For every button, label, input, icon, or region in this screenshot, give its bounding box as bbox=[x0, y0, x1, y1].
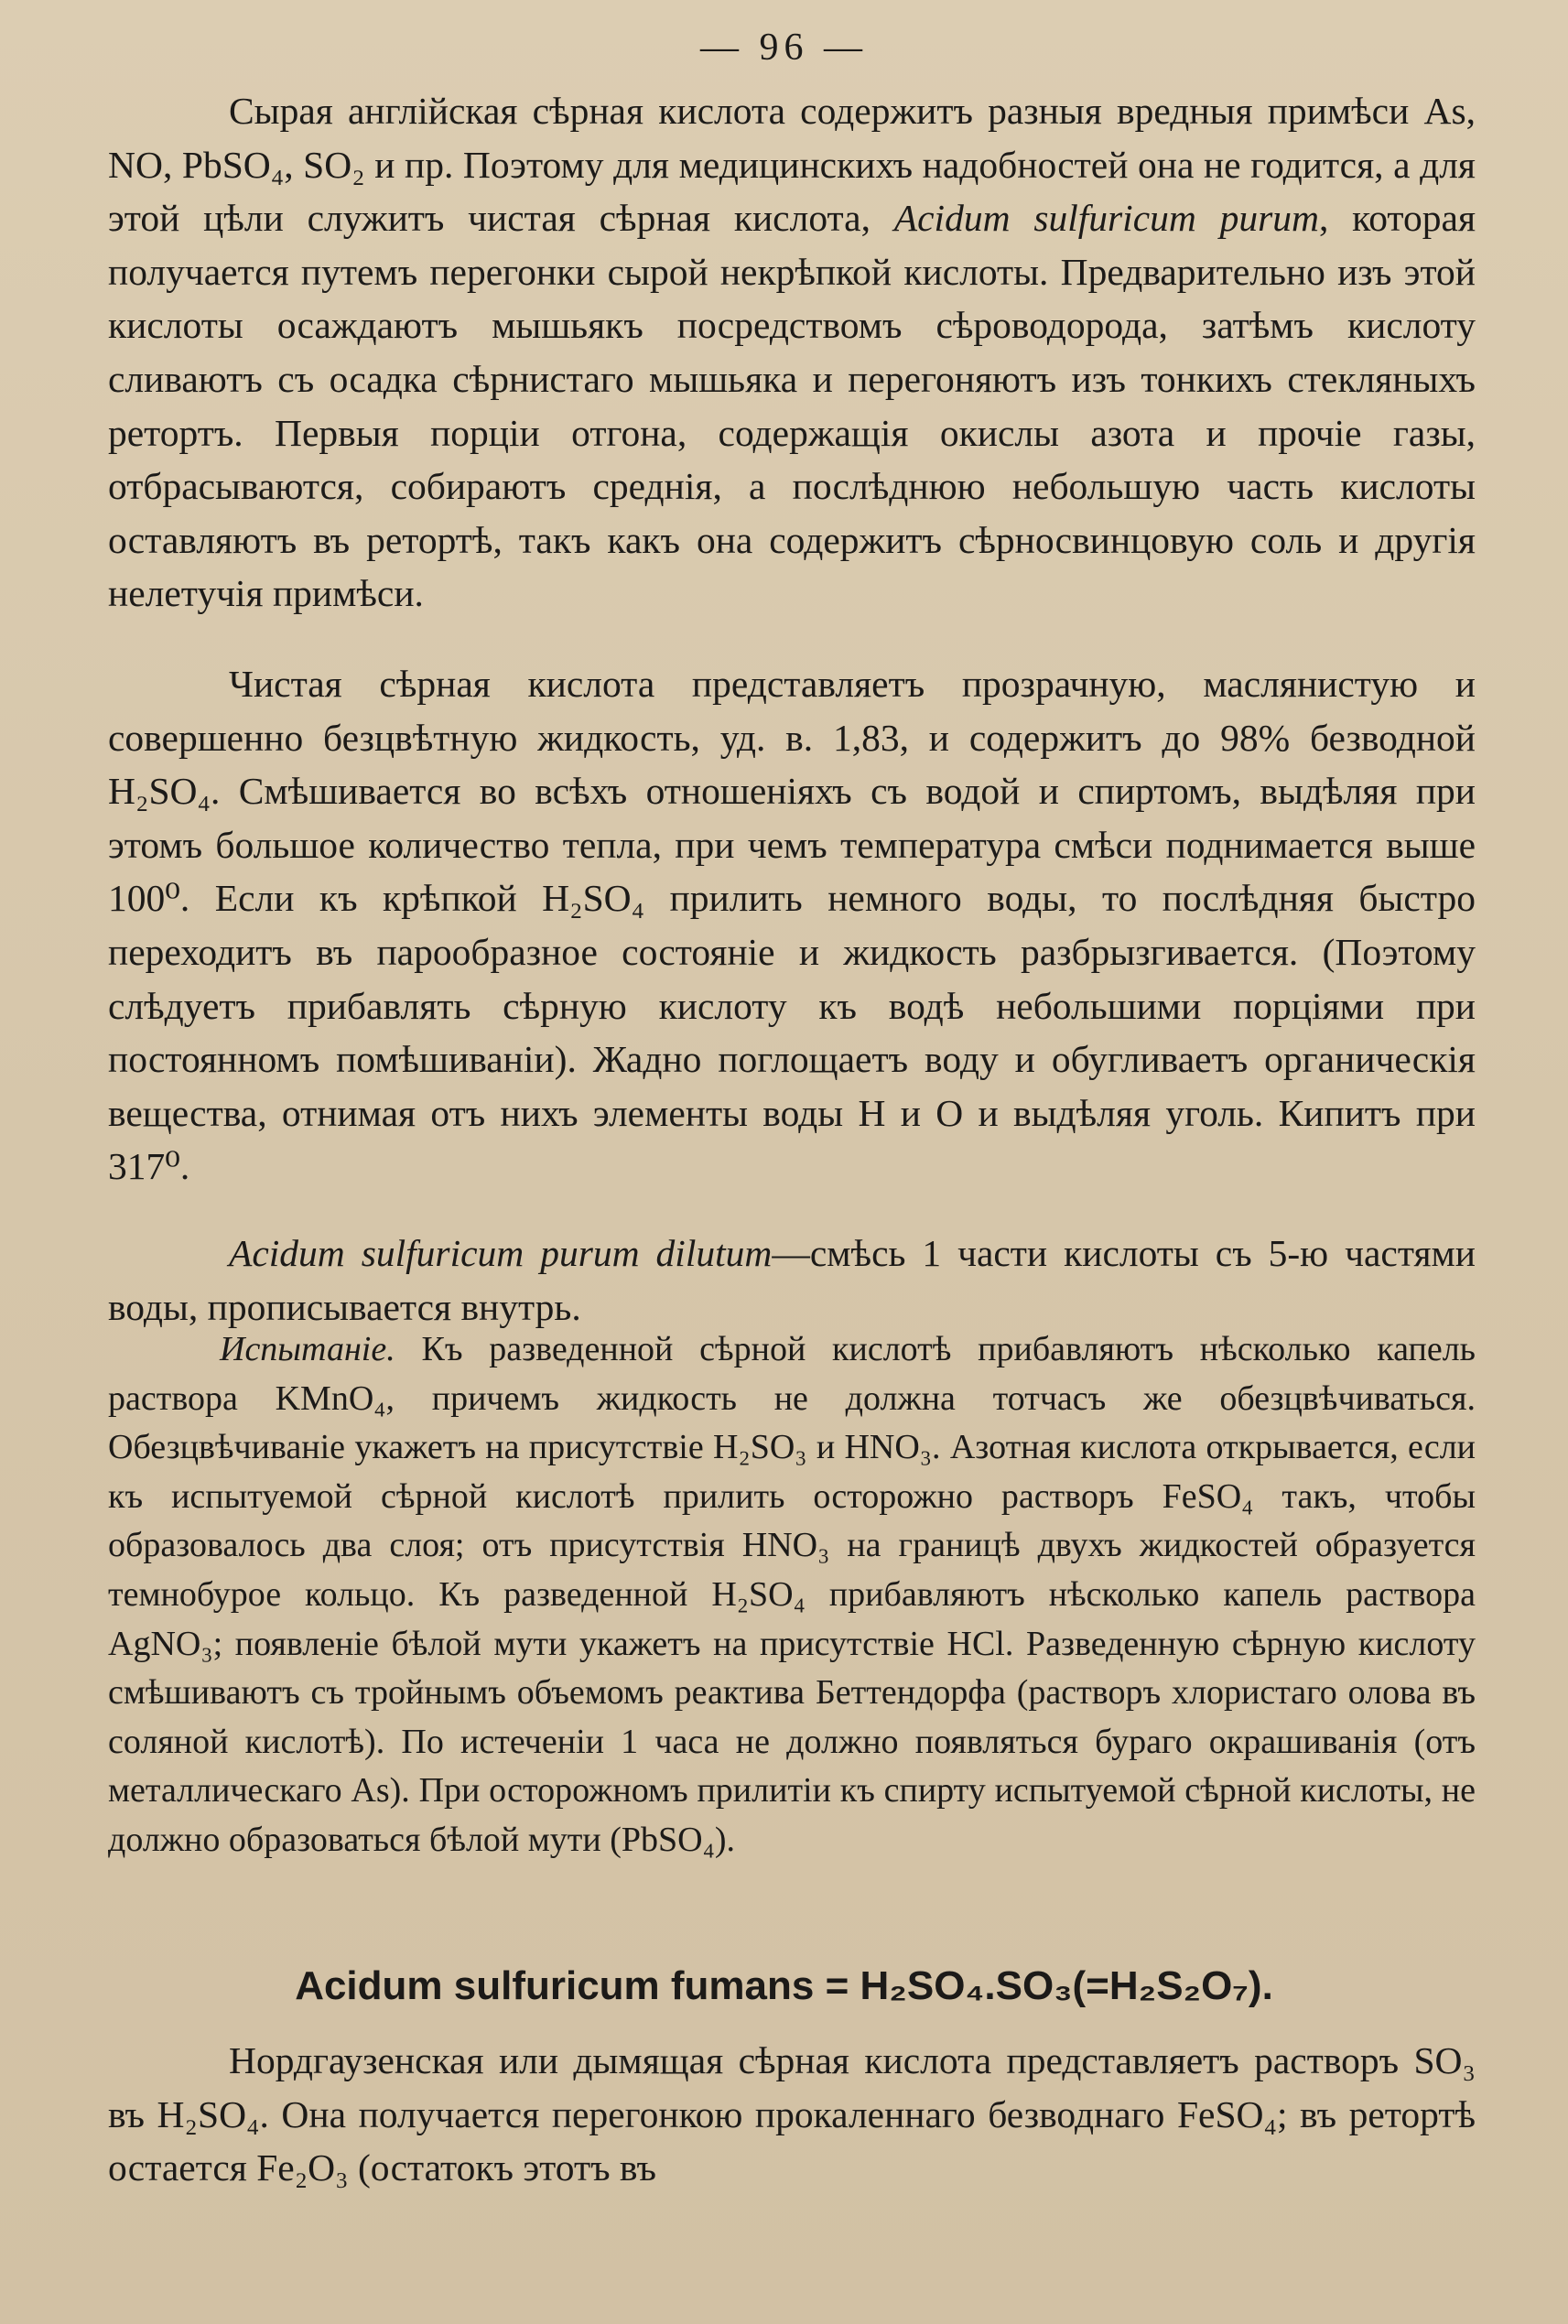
paragraph-crude-acid bbox=[108, 84, 1476, 621]
paragraph-text: Чистая сѣрная кислота представляетъ прозрачную, маслянистую и совершенно безцвѣтную жидкость, уд. в. 1,83, и содержитъ до 98% безводной H₂SO₄. Смѣшивается во всѣхъ отношеніяхъ съ водой и спиртомъ, выдѣляя при этомъ большое количество тепла, при чемъ температура смѣси поднимается выше 100⁰. Если къ крѣпкой H₂SO₄ прилить немного воды, то послѣдняя быстро переходитъ въ парообразное состояніе и жидкость разбрызгивается. (Поэтому слѣдуетъ прибавлять сѣрную кислоту къ водѣ небольшими порціями при постоянномъ помѣшиваніи). Жадно поглощаетъ воду и обугливаетъ органическія вещества, отнимая отъ нихъ элементы воды H и O и выдѣляя уголь. Кипитъ при 317⁰. bbox=[108, 663, 1476, 1188]
paragraph-dilute-acid bbox=[108, 1227, 1476, 1334]
paragraph-text-start: Сырая англійская сѣрная кислота содержитъ разныя вредныя примѣси As, NO, PbSO₄, SO₂ и пр. Поэтому для медицинскихъ надобностей она не годится, а для этой цѣли служитъ чистая сѣрная кислота, bbox=[108, 90, 1476, 240]
latin-term: Acidum sulfuricum purum bbox=[893, 197, 1320, 240]
paragraph-text: Нордгаузенская или дымящая сѣрная кислота представляетъ растворъ SO₃ въ H₂SO₄. Она получается перегонкою прокаленнаго безводнаго FeSO₄; въ ретортѣ остается Fe₂O₃ (остатокъ этотъ въ bbox=[108, 2039, 1476, 2189]
paragraph-text-end: Къ разведенной сѣрной кислотѣ прибавляютъ нѣсколько капель раствора KMnO₄, причемъ жидкость не должна тотчасъ же обезцвѣчиваться. Обезцвѣчиваніе укажетъ на присутствіе H₂SO₃ и HNO₃. Азотная кислота открывается, если къ испытуемой сѣрной кислотѣ прилить осторожно растворъ FeSO₄ такъ, чтобы образовалось два слоя; отъ присутствія HNO₃ на границѣ двухъ жидкостей образуется темнобурое кольцо. Къ разведенной H₂SO₄ прибавляютъ нѣсколько капель раствора AgNO₃; появленіе бѣлой мути укажетъ на присутствіе HCl. Разведенную сѣрную кислоту смѣшиваютъ съ тройнымъ объемомъ реактива Беттендорфа (растворъ хлористаго олова въ соляной кислотѣ). По истеченіи 1 часа не должно появляться бураго окрашиванія (отъ металлическаго As). При осторожномъ прилитіи къ спирту испытуемой сѣрной кислоты, не должно образоваться бѣлой мути (PbSO₄). bbox=[108, 1330, 1476, 1859]
paragraph-testing bbox=[108, 1325, 1476, 1865]
paragraph-pure-acid-properties bbox=[108, 657, 1476, 1194]
section-heading: Acidum sulfuricum fumans = H₂SO₄.SO₃(=H₂S₂O₇). bbox=[295, 1963, 1273, 2008]
paragraph-text bbox=[108, 1325, 1476, 1865]
paragraph-text-end: , которая получается путемъ перегонки сырой некрѣпкой кислоты. Предварительно изъ этой кислоты осаждаютъ мышьякъ посредствомъ сѣроводорода, затѣмъ кислоту сливаютъ съ осадка сѣрнистаго мышьяка и перегоняютъ изъ тонкихъ стекляныхъ ретортъ. Первыя порціи отгона, содержащія окислы азота и прочіе газы, отбрасываются, собираютъ среднія, а послѣднюю небольшую часть кислоты оставляютъ въ ретортѣ, такъ какъ она содержитъ сѣрносвинцовую соль и другія нелетучія примѣси. bbox=[108, 197, 1476, 615]
testing-label: Испытаніе. bbox=[220, 1330, 395, 1368]
latin-term: Acidum sulfuricum purum dilutum bbox=[229, 1232, 773, 1274]
paragraph-text-end: —смѣсь 1 части кислоты съ 5-ю частями воды, прописывается внутрь. bbox=[108, 1232, 1476, 1328]
page-number: — 96 — bbox=[700, 27, 868, 69]
paragraph-text bbox=[108, 84, 1476, 621]
paragraph-fuming-acid bbox=[108, 2034, 1476, 2195]
paragraph-text bbox=[108, 1227, 1476, 1334]
